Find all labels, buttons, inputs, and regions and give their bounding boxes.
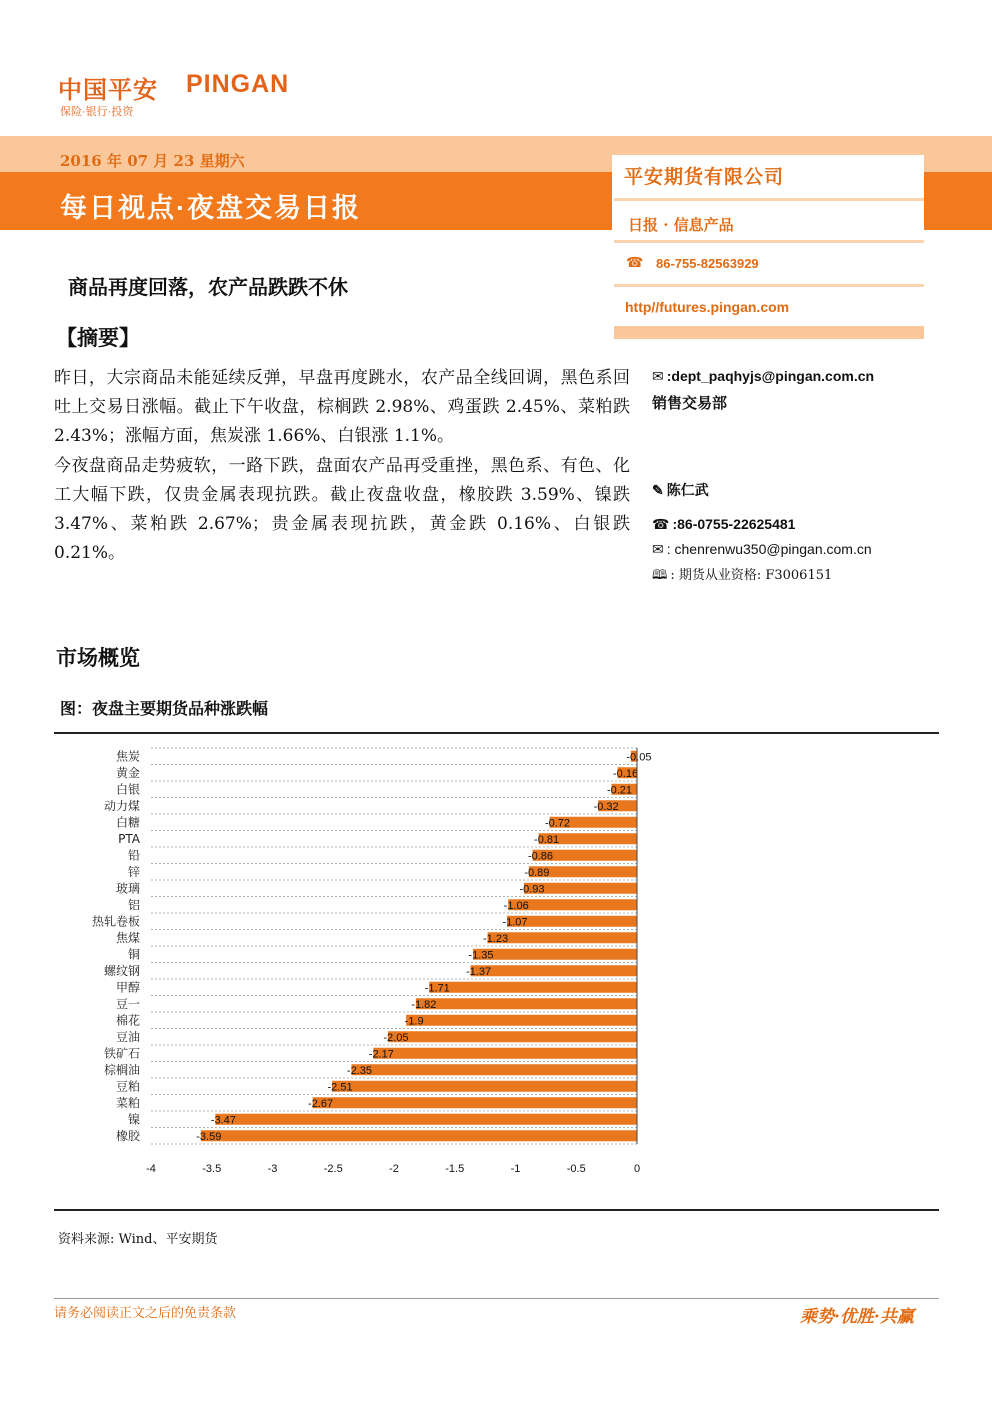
x-tick-label: -3.5 bbox=[202, 1163, 222, 1175]
value-label: -0.81 bbox=[534, 833, 560, 846]
x-tick-label: -3 bbox=[267, 1163, 278, 1175]
bar bbox=[215, 1114, 637, 1125]
logo-subtitle: 保险·银行·投资 bbox=[60, 106, 134, 118]
category-label: 焦煤 bbox=[115, 930, 140, 945]
category-label: 动力煤 bbox=[103, 798, 140, 813]
x-tick-label: -2 bbox=[389, 1163, 399, 1175]
report-title: 每日视点·夜盘交易日报 bbox=[60, 193, 361, 223]
x-tick-labels bbox=[146, 1163, 640, 1175]
report-date: 2016 年 07 月 23 星期六 bbox=[60, 152, 245, 170]
daily-label: 日报 · 信息产品 bbox=[628, 216, 734, 234]
email-icon: ✉ bbox=[652, 368, 664, 384]
category-label: PTA bbox=[118, 831, 140, 846]
category-label: 豆一 bbox=[115, 996, 140, 1011]
value-label: -1.06 bbox=[503, 899, 529, 912]
bar bbox=[416, 998, 637, 1009]
value-label: -2.35 bbox=[346, 1064, 373, 1077]
bar bbox=[406, 1015, 637, 1026]
category-label: 热轧卷板 bbox=[91, 914, 140, 929]
value-label: -1.71 bbox=[424, 982, 450, 995]
category-label: 菜粕 bbox=[115, 1095, 140, 1110]
bar bbox=[471, 965, 637, 976]
value-label: -0.05 bbox=[626, 751, 652, 764]
category-label: 橡胶 bbox=[115, 1128, 140, 1143]
summary-paragraph-2: 今夜盘商品走势疲软，一路下跌，盘面农产品再受重挫，黑色系、有色、化工大幅下跌，仅贵金属表现抗跌。截止夜盘收盘，橡胶跌 3.59%、镍跌 3.47%、菜粕跌 2.67%；贵金属表现抗跌，黄金跌 0.16%、白银跌 0.21%。 bbox=[54, 456, 630, 563]
value-label: -3.59 bbox=[196, 1130, 222, 1143]
category-label: 玻璃 bbox=[115, 881, 140, 896]
bar bbox=[332, 1081, 637, 1092]
book-icon: 🕮 bbox=[652, 568, 668, 583]
panel-divider bbox=[614, 284, 924, 287]
bar bbox=[388, 1031, 637, 1042]
phone-icon: ☎ bbox=[652, 516, 670, 532]
bar bbox=[351, 1064, 637, 1075]
dept-name: 销售交易部 bbox=[652, 394, 728, 412]
value-label: -0.32 bbox=[593, 800, 619, 813]
figure-top-rule bbox=[54, 732, 939, 734]
category-label: 豆粕 bbox=[115, 1079, 140, 1094]
bar bbox=[429, 982, 637, 993]
author-row bbox=[652, 480, 709, 500]
bar-chart bbox=[54, 738, 939, 1178]
figure-bottom-rule bbox=[54, 1209, 939, 1211]
value-label: -1.35 bbox=[468, 949, 494, 962]
dept-email[interactable]: :dept_paqhyjs@pingan.com.cn bbox=[666, 368, 875, 384]
value-label: -0.21 bbox=[606, 784, 633, 797]
author-email-row bbox=[652, 541, 872, 558]
value-label: -2.05 bbox=[383, 1031, 409, 1044]
value-label: -3.47 bbox=[210, 1114, 236, 1127]
slogan: 乘势·优胜·共赢 bbox=[800, 1307, 914, 1327]
category-label: 白银 bbox=[115, 782, 140, 797]
summary-paragraph-1: 昨日，大宗商品未能延续反弹，早盘再度跳水，农产品全线回调，黑色系回吐上交易日涨幅。截止下午收盘，棕榈跌 2.98%、鸡蛋跌 2.45%、菜粕跌 2.43%；涨幅方面，焦炭涨 1.66%、白银涨 1.1%。 bbox=[54, 368, 630, 446]
category-label: 豆油 bbox=[115, 1029, 140, 1044]
category-label: 螺纹钢 bbox=[103, 963, 140, 978]
pen-icon: ✎ bbox=[652, 483, 664, 499]
phone-icon: ☎ bbox=[626, 254, 644, 270]
category-label: 棕榈油 bbox=[103, 1062, 140, 1077]
value-label: -0.89 bbox=[524, 866, 550, 879]
value-label: -2.67 bbox=[308, 1097, 334, 1110]
x-tick-label: -2.5 bbox=[323, 1163, 343, 1175]
value-label: -1.37 bbox=[466, 965, 492, 978]
x-tick-label: -4 bbox=[146, 1163, 156, 1175]
bar bbox=[473, 949, 637, 960]
value-label: -0.16 bbox=[613, 767, 639, 780]
author-phone: :86-0755-22625481 bbox=[672, 516, 796, 532]
value-label: -2.51 bbox=[327, 1081, 353, 1094]
value-label: -1.23 bbox=[483, 932, 509, 945]
logo-chinese: 中国平安 bbox=[58, 77, 158, 104]
author-cert: : 期货从业资格: F3006151 bbox=[670, 568, 833, 583]
figure-title: 图：夜盘主要期货品种涨跌幅 bbox=[60, 699, 269, 718]
category-label: 锌 bbox=[127, 864, 140, 879]
category-label: 镍 bbox=[127, 1112, 140, 1127]
value-label: -1.9 bbox=[404, 1015, 424, 1028]
summary-title: 【摘要】 bbox=[56, 325, 140, 350]
value-label: -2.17 bbox=[368, 1048, 394, 1061]
x-tick-label: 0 bbox=[633, 1163, 641, 1175]
panel-footer-band bbox=[614, 326, 924, 339]
market-overview-title: 市场概览 bbox=[56, 645, 140, 670]
x-tick-label: -1.5 bbox=[445, 1163, 465, 1175]
category-label: 铅 bbox=[127, 848, 140, 863]
author-cert-row bbox=[652, 564, 832, 588]
company-phone: 86-755-82563929 bbox=[656, 256, 759, 271]
author-email[interactable]: : chenrenwu350@pingan.com.cn bbox=[666, 541, 872, 557]
bar bbox=[373, 1048, 637, 1059]
email-icon: ✉ bbox=[652, 541, 664, 557]
bar bbox=[313, 1097, 637, 1108]
category-label: 黄金 bbox=[115, 765, 140, 780]
bar bbox=[488, 932, 637, 943]
company-website[interactable]: http//futures.pingan.com bbox=[625, 299, 790, 315]
x-tick-label: -0.5 bbox=[566, 1163, 586, 1175]
author-phone-row bbox=[652, 516, 795, 533]
data-source: 资料来源: Wind、平安期货 bbox=[58, 1232, 218, 1247]
category-label: 铜 bbox=[127, 947, 140, 962]
category-label: 铁矿石 bbox=[103, 1046, 140, 1061]
category-label: 棉花 bbox=[115, 1013, 140, 1028]
footer-rule bbox=[54, 1298, 939, 1299]
category-labels bbox=[92, 748, 141, 1143]
x-tick-label: -1 bbox=[510, 1163, 521, 1175]
value-label: -1.07 bbox=[502, 916, 528, 929]
panel-divider bbox=[614, 198, 924, 201]
category-label: 铝 bbox=[127, 897, 140, 912]
author-name: 陈仁武 bbox=[666, 483, 709, 499]
disclaimer-link[interactable]: 请务必阅读正文之后的免责条款 bbox=[54, 1306, 237, 1321]
category-label: 甲醇 bbox=[115, 980, 140, 995]
value-label: -1.82 bbox=[411, 998, 437, 1011]
value-label: -0.86 bbox=[527, 850, 554, 863]
headline: 商品再度回落，农产品跌跌不休 bbox=[68, 275, 348, 299]
panel-divider bbox=[614, 240, 924, 243]
company-name: 平安期货有限公司 bbox=[624, 166, 785, 188]
logo-english: PINGAN bbox=[186, 70, 290, 98]
category-label: 白糖 bbox=[115, 815, 140, 830]
category-label: 焦炭 bbox=[115, 749, 140, 764]
dept-email-row bbox=[652, 368, 874, 385]
bar bbox=[201, 1130, 637, 1141]
value-label: -0.93 bbox=[519, 883, 545, 896]
value-label: -0.72 bbox=[544, 817, 571, 830]
